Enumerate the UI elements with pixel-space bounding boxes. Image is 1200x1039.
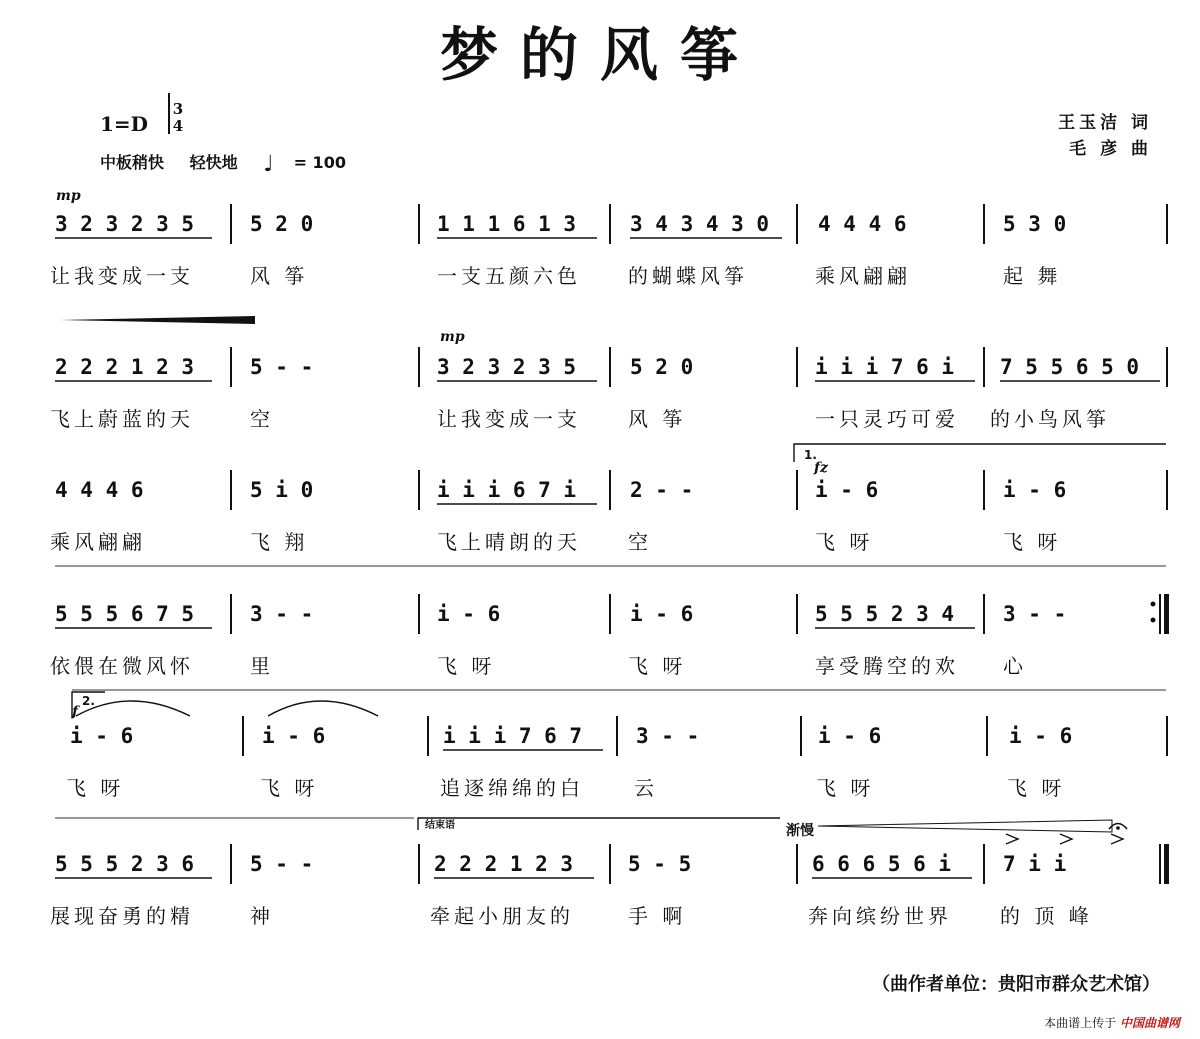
- measure-notes: 4 4 4 6: [818, 212, 907, 236]
- rit-label: 渐慢: [786, 823, 814, 839]
- measure-notes: i - 6: [630, 602, 694, 626]
- measure-notes: 5 3 0: [1003, 212, 1067, 236]
- lyric: 飞 呀: [816, 776, 875, 800]
- measure-notes: 3 2 3 2 3 5: [437, 355, 577, 379]
- measure-notes: 3 - -: [636, 724, 700, 748]
- lyric: 手 啊: [628, 904, 687, 928]
- tempo-value: = 100: [293, 153, 346, 172]
- measure-notes: 5 - -: [250, 355, 314, 379]
- lyric: 飞 呀: [260, 776, 319, 800]
- dynamic-mp: mp: [56, 188, 81, 204]
- measure-notes: 7 i i: [1003, 852, 1067, 876]
- lyric: 的小鸟风筝: [990, 407, 1110, 431]
- measure-notes: i - 6: [437, 602, 501, 626]
- measure-notes: 5 - 5: [628, 852, 692, 876]
- volta-brackets: [72, 444, 1166, 830]
- dynamic-f: f: [72, 704, 79, 720]
- site-brand[interactable]: 中国曲谱网: [1119, 1016, 1180, 1030]
- measure-notes: 7 5 5 6 5 0: [1000, 355, 1140, 379]
- measure-notes: i - 6: [1009, 724, 1073, 748]
- lyric: 起 舞: [1003, 264, 1062, 288]
- lyric: 飞 呀: [1007, 776, 1066, 800]
- measure-notes: 3 - -: [1003, 602, 1067, 626]
- lyric: 云: [634, 776, 658, 800]
- quarter-note-icon: ♩: [263, 152, 274, 177]
- volta-2: 2.: [82, 694, 95, 708]
- lyric: 飞上蔚蓝的天: [50, 407, 194, 431]
- measure-notes: i - 6: [815, 478, 879, 502]
- lyric: 的 顶 峰: [1000, 904, 1093, 928]
- lyric: 展现奋勇的精: [50, 904, 194, 928]
- key-signature: 1=D: [100, 112, 149, 136]
- lyric: 风 筝: [628, 407, 687, 431]
- measure-notes: 3 - -: [250, 602, 314, 626]
- lyric: 让我变成一支: [437, 407, 581, 431]
- measure-notes: 2 - -: [630, 478, 694, 502]
- meter-top: 3: [172, 100, 184, 118]
- measure-notes: i - 6: [70, 724, 134, 748]
- measure-notes: 5 i 0: [250, 478, 314, 502]
- measure-notes: 5 5 5 6 7 5: [55, 602, 195, 626]
- lyric: 飞 呀: [437, 654, 496, 678]
- lyric: 奔向缤纷世界: [808, 904, 952, 928]
- lyric: 飞 呀: [628, 654, 687, 678]
- lyric: 空: [250, 407, 274, 431]
- lyric: 空: [628, 530, 652, 554]
- lyric: 的蝴蝶风筝: [628, 264, 748, 288]
- lyric: 牵起小朋友的: [430, 904, 574, 928]
- measure-notes: i - 6: [1003, 478, 1067, 502]
- measure-notes: 6 6 6 5 6 i: [812, 852, 952, 876]
- dynamic-fz: fz: [814, 460, 828, 476]
- lyric: 乘风翩翩: [50, 530, 146, 554]
- lyricist: 王玉洁 词: [1058, 113, 1152, 133]
- lyric: 里: [250, 654, 274, 678]
- lyric: 乘风翩翩: [815, 264, 911, 288]
- measure-notes: 3 4 3 4 3 0: [630, 212, 770, 236]
- composer: 毛 彦 曲: [1069, 139, 1152, 159]
- slurs: [76, 701, 378, 716]
- decrescendo-wedge: [60, 316, 255, 324]
- measure-notes: 1 1 1 6 1 3: [437, 212, 577, 236]
- accent-marks: [1006, 834, 1123, 844]
- measure-notes: 5 2 0: [250, 212, 314, 236]
- lyric: 追逐绵绵的白: [440, 776, 584, 800]
- measure-notes: 2 2 2 1 2 3: [55, 355, 195, 379]
- meter-bottom: 4: [172, 117, 184, 135]
- measure-notes: 3 2 3 2 3 5: [55, 212, 195, 236]
- final-barline: [1159, 844, 1169, 884]
- measure-notes: 2 2 2 1 2 3: [434, 852, 574, 876]
- song-title: 梦的风筝: [439, 21, 760, 89]
- measure-notes: i i i 6 7 i: [437, 478, 577, 502]
- upload-text: 本曲谱上传于: [1044, 1016, 1117, 1030]
- beam-underlines: [55, 238, 1160, 878]
- lyric: 一只灵巧可爱: [815, 407, 959, 431]
- tempo-text-1: 中板稍快: [100, 153, 165, 172]
- system-rules: [55, 566, 1166, 818]
- measure-notes: i i i 7 6 i: [815, 355, 955, 379]
- lyric: 享受腾空的欢: [815, 654, 959, 678]
- composer-affiliation: （曲作者单位：贵阳市群众艺术馆）: [872, 974, 1160, 995]
- tempo-text-2: 轻快地: [189, 153, 238, 172]
- lyric: 飞 呀: [815, 530, 874, 554]
- lyric: 心: [1003, 654, 1027, 678]
- lyric: 依偎在微风怀: [50, 654, 194, 678]
- measure-notes: i i i 7 6 7: [443, 724, 583, 748]
- measure-notes: i - 6: [818, 724, 882, 748]
- lyric: 飞 翔: [250, 530, 309, 554]
- lyric: 一支五颜六色: [437, 264, 581, 288]
- measure-notes: i - 6: [262, 724, 326, 748]
- decrescendo-wedge: [818, 820, 1112, 832]
- volta-1: 1.: [804, 448, 817, 462]
- coda-label: 结束语: [425, 820, 455, 831]
- measure-notes: 5 5 5 2 3 4: [815, 602, 955, 626]
- lyric: 飞 呀: [1003, 530, 1062, 554]
- measure-notes: 5 2 0: [630, 355, 694, 379]
- dynamic-mp: mp: [440, 329, 465, 345]
- measure-notes: 4 4 4 6: [55, 478, 144, 502]
- lyric: 飞上晴朗的天: [437, 530, 581, 554]
- fermata-dot: [1116, 826, 1120, 830]
- measure-notes: 5 - -: [250, 852, 314, 876]
- measure-notes: 5 5 5 2 3 6: [55, 852, 195, 876]
- lyric: 让我变成一支: [50, 264, 194, 288]
- lyric: 飞 呀: [66, 776, 125, 800]
- lyric: 风 筝: [250, 264, 309, 288]
- lyric: 神: [250, 904, 274, 928]
- repeat-barline: [1151, 594, 1170, 634]
- upload-credit: [1044, 1014, 1180, 1031]
